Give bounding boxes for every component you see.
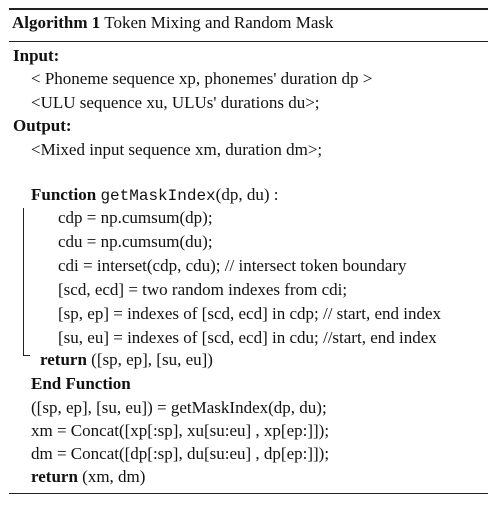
- code-line: cdp = np.cumsum(dp);: [58, 208, 213, 227]
- final-return-value: (xm, dm): [82, 467, 146, 486]
- caption-rule: [9, 41, 488, 42]
- end-function: End Function: [31, 374, 131, 393]
- main-line: xm = Concat([xp[:sp], xu[su:eu] , xp[ep:]]);: [31, 421, 330, 440]
- main-line: dm = Concat([dp[:sp], du[su:eu] , dp[ep:]]);: [31, 444, 330, 463]
- code-line: [su, eu] = indexes of [scd, ecd] in cdu; //start, end index: [58, 328, 437, 347]
- function-scope-bar: [23, 208, 24, 356]
- caption-label: Algorithm 1: [12, 13, 101, 32]
- main-line: ([sp, ep], [su, eu]) = getMaskIndex(dp, du);: [31, 398, 327, 417]
- input-heading: Input:: [13, 46, 60, 65]
- function-return: [40, 350, 213, 370]
- algorithm-caption: [12, 13, 333, 33]
- top-rule: [9, 8, 488, 10]
- input-line-1: < Phoneme sequence xp, phonemes' duration dp >: [31, 69, 373, 88]
- code-line: cdi = interset(cdp, cdu); // intersect token boundary: [58, 256, 407, 275]
- final-return-keyword: return: [31, 467, 78, 486]
- code-line: cdu = np.cumsum(du);: [58, 232, 213, 251]
- return-keyword: return: [40, 350, 87, 369]
- input-line-2: <ULU sequence xu, ULUs' durations du>;: [31, 93, 320, 112]
- code-line: [scd, ecd] = two random indexes from cdi;: [58, 280, 348, 299]
- return-value: ([sp, ep], [su, eu]): [91, 350, 213, 369]
- function-signature: [31, 185, 278, 206]
- output-line-1: <Mixed input sequence xm, duration dm>;: [31, 140, 323, 159]
- function-scope-foot: [23, 355, 30, 356]
- final-return: [31, 467, 145, 487]
- output-heading: Output:: [13, 116, 72, 135]
- function-args: (dp, du) :: [215, 185, 279, 204]
- function-name: getMaskIndex: [100, 187, 216, 205]
- bottom-rule: [9, 493, 488, 494]
- function-keyword: Function: [31, 185, 97, 204]
- caption-title: Token Mixing and Random Mask: [104, 13, 334, 32]
- code-line: [sp, ep] = indexes of [scd, ecd] in cdp; // start, end index: [58, 304, 442, 323]
